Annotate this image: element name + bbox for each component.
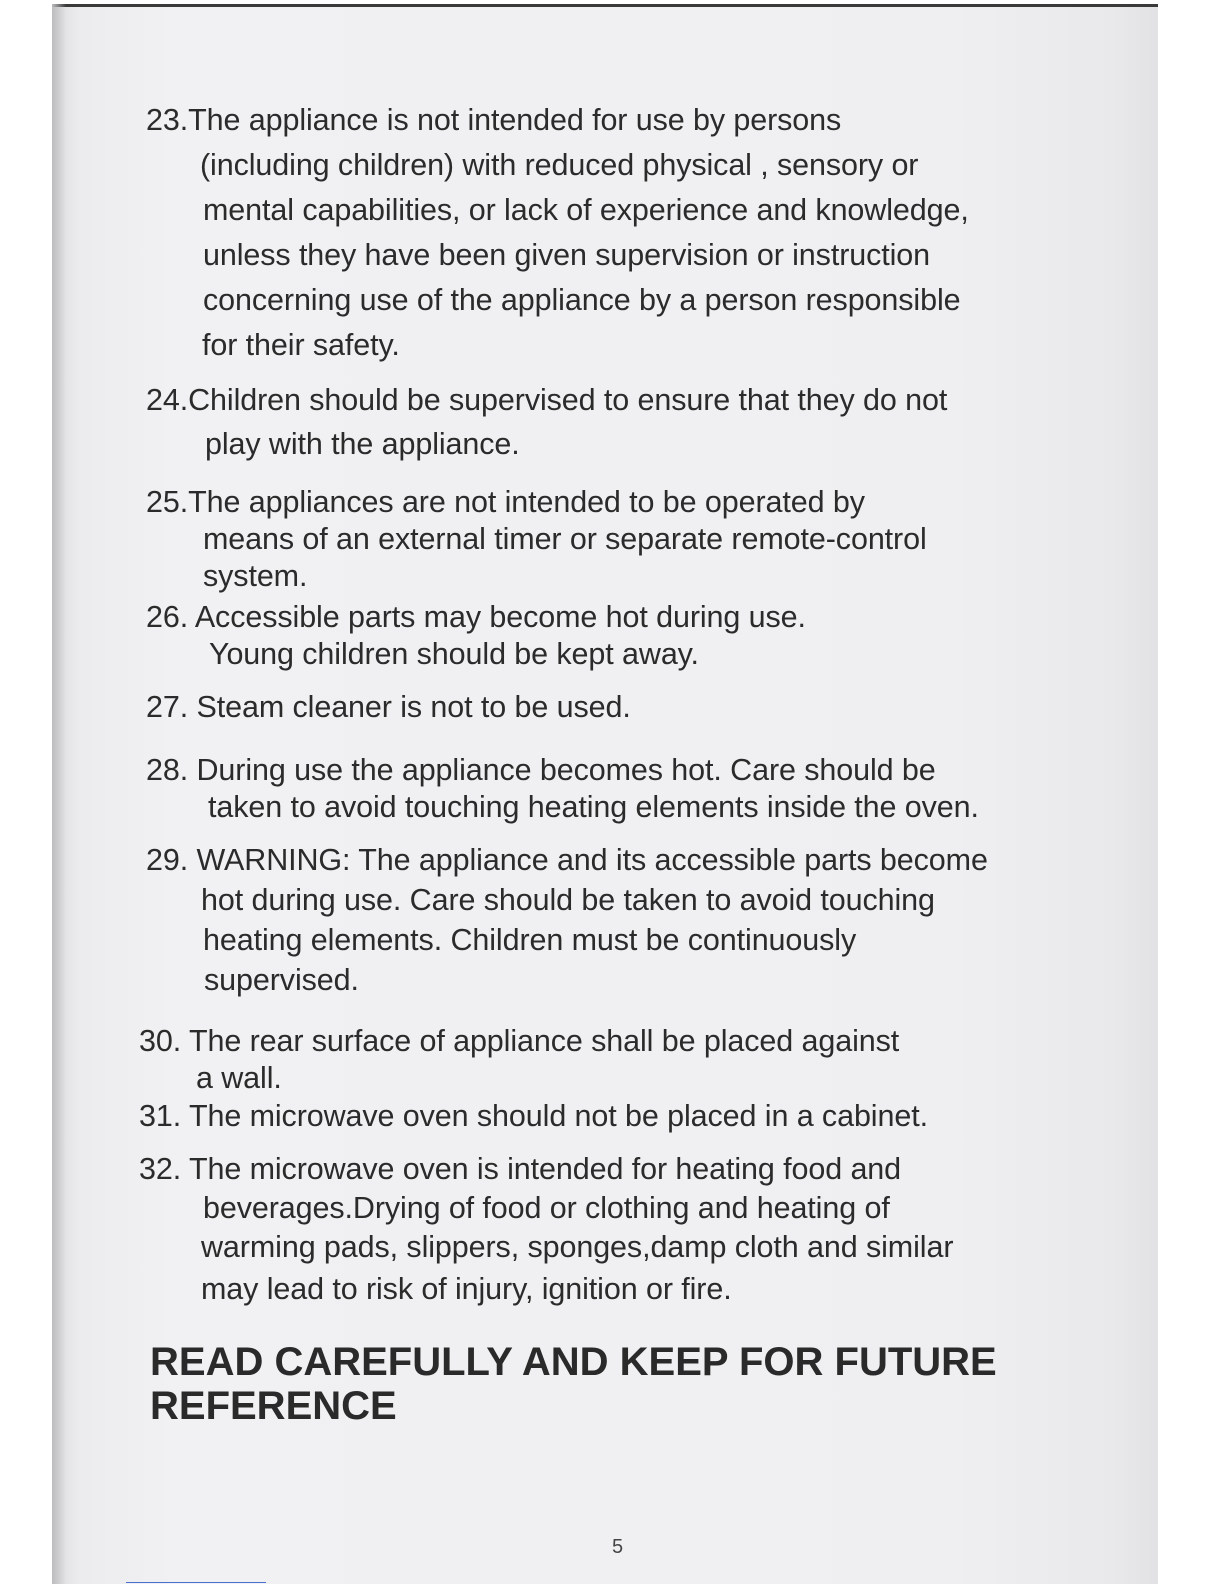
item-number: 28. [146, 753, 189, 787]
item-line: WARNING: The appliance and its accessible parts become [196, 843, 988, 877]
item-number: 26. [146, 600, 189, 634]
item-line: warming pads, slippers, sponges,damp cloth and similar [201, 1230, 954, 1264]
item-line: system. [203, 559, 308, 593]
item-line: Children should be supervised to ensure that they do not [188, 383, 948, 417]
item-line: for their safety. [202, 328, 400, 362]
item-number: 30. [139, 1024, 182, 1058]
item-line: heating elements. Children must be continuously [203, 923, 857, 957]
item-line: The microwave oven should not be placed in a cabinet. [188, 1099, 928, 1133]
list-item-25 [146, 484, 927, 595]
item-line: concerning use of the appliance by a person responsible [203, 283, 961, 317]
item-number: 25. [146, 485, 189, 519]
page-number: 5 [612, 1536, 624, 1558]
item-line: Steam cleaner is not to be used. [196, 690, 631, 724]
list-item-31 [139, 1094, 928, 1139]
item-number: 24. [146, 383, 189, 417]
item-line: During use the appliance becomes hot. Care should be [196, 753, 936, 787]
item-line: (including children) with reduced physical , sensory or [200, 148, 919, 182]
list-item-27 [146, 685, 631, 730]
item-line: hot during use. Care should be taken to avoid touching [201, 883, 935, 917]
list-item-23 [146, 98, 969, 368]
item-line: means of an external timer or separate remote-control [203, 522, 927, 556]
item-line: The appliance is not intended for use by persons [188, 103, 842, 137]
item-number: 23. [146, 103, 189, 137]
heading-line-1: READ CAREFULLY AND KEEP FOR FUTURE [150, 1340, 997, 1384]
list-item-32 [139, 1150, 953, 1311]
item-number: 29. [146, 843, 189, 877]
page-fold-shadow [52, 4, 66, 1584]
list-item-29 [146, 840, 988, 1000]
list-item-26 [146, 599, 806, 673]
list-item-28 [146, 752, 979, 826]
item-line: supervised. [204, 963, 359, 997]
item-line: Accessible parts may become hot during use. [194, 600, 806, 634]
item-number: 31. [139, 1099, 182, 1133]
item-line: may lead to risk of injury, ignition or fire. [201, 1272, 732, 1306]
item-line: unless they have been given supervision or instruction [203, 238, 931, 272]
item-number: 27. [146, 690, 189, 724]
item-line: The appliances are not intended to be operated by [188, 485, 865, 519]
list-item-30 [139, 1023, 899, 1097]
item-line: mental capabilities, or lack of experience and knowledge, [203, 193, 969, 227]
item-line: taken to avoid touching heating elements inside the oven. [208, 790, 979, 824]
heading-line-2: REFERENCE [150, 1384, 397, 1428]
item-number: 32. [139, 1152, 182, 1186]
item-line: The rear surface of appliance shall be placed against [188, 1024, 900, 1058]
read-carefully-heading [150, 1340, 997, 1428]
item-line: beverages.Drying of food or clothing and heating of [203, 1191, 890, 1225]
list-item-24 [146, 378, 947, 465]
item-line: The microwave oven is intended for heating food and [188, 1152, 902, 1186]
item-line: play with the appliance. [205, 427, 520, 461]
item-line: Young children should be kept away. [209, 637, 699, 671]
item-line: a wall. [196, 1061, 282, 1095]
bottom-link-underline [126, 1582, 266, 1583]
